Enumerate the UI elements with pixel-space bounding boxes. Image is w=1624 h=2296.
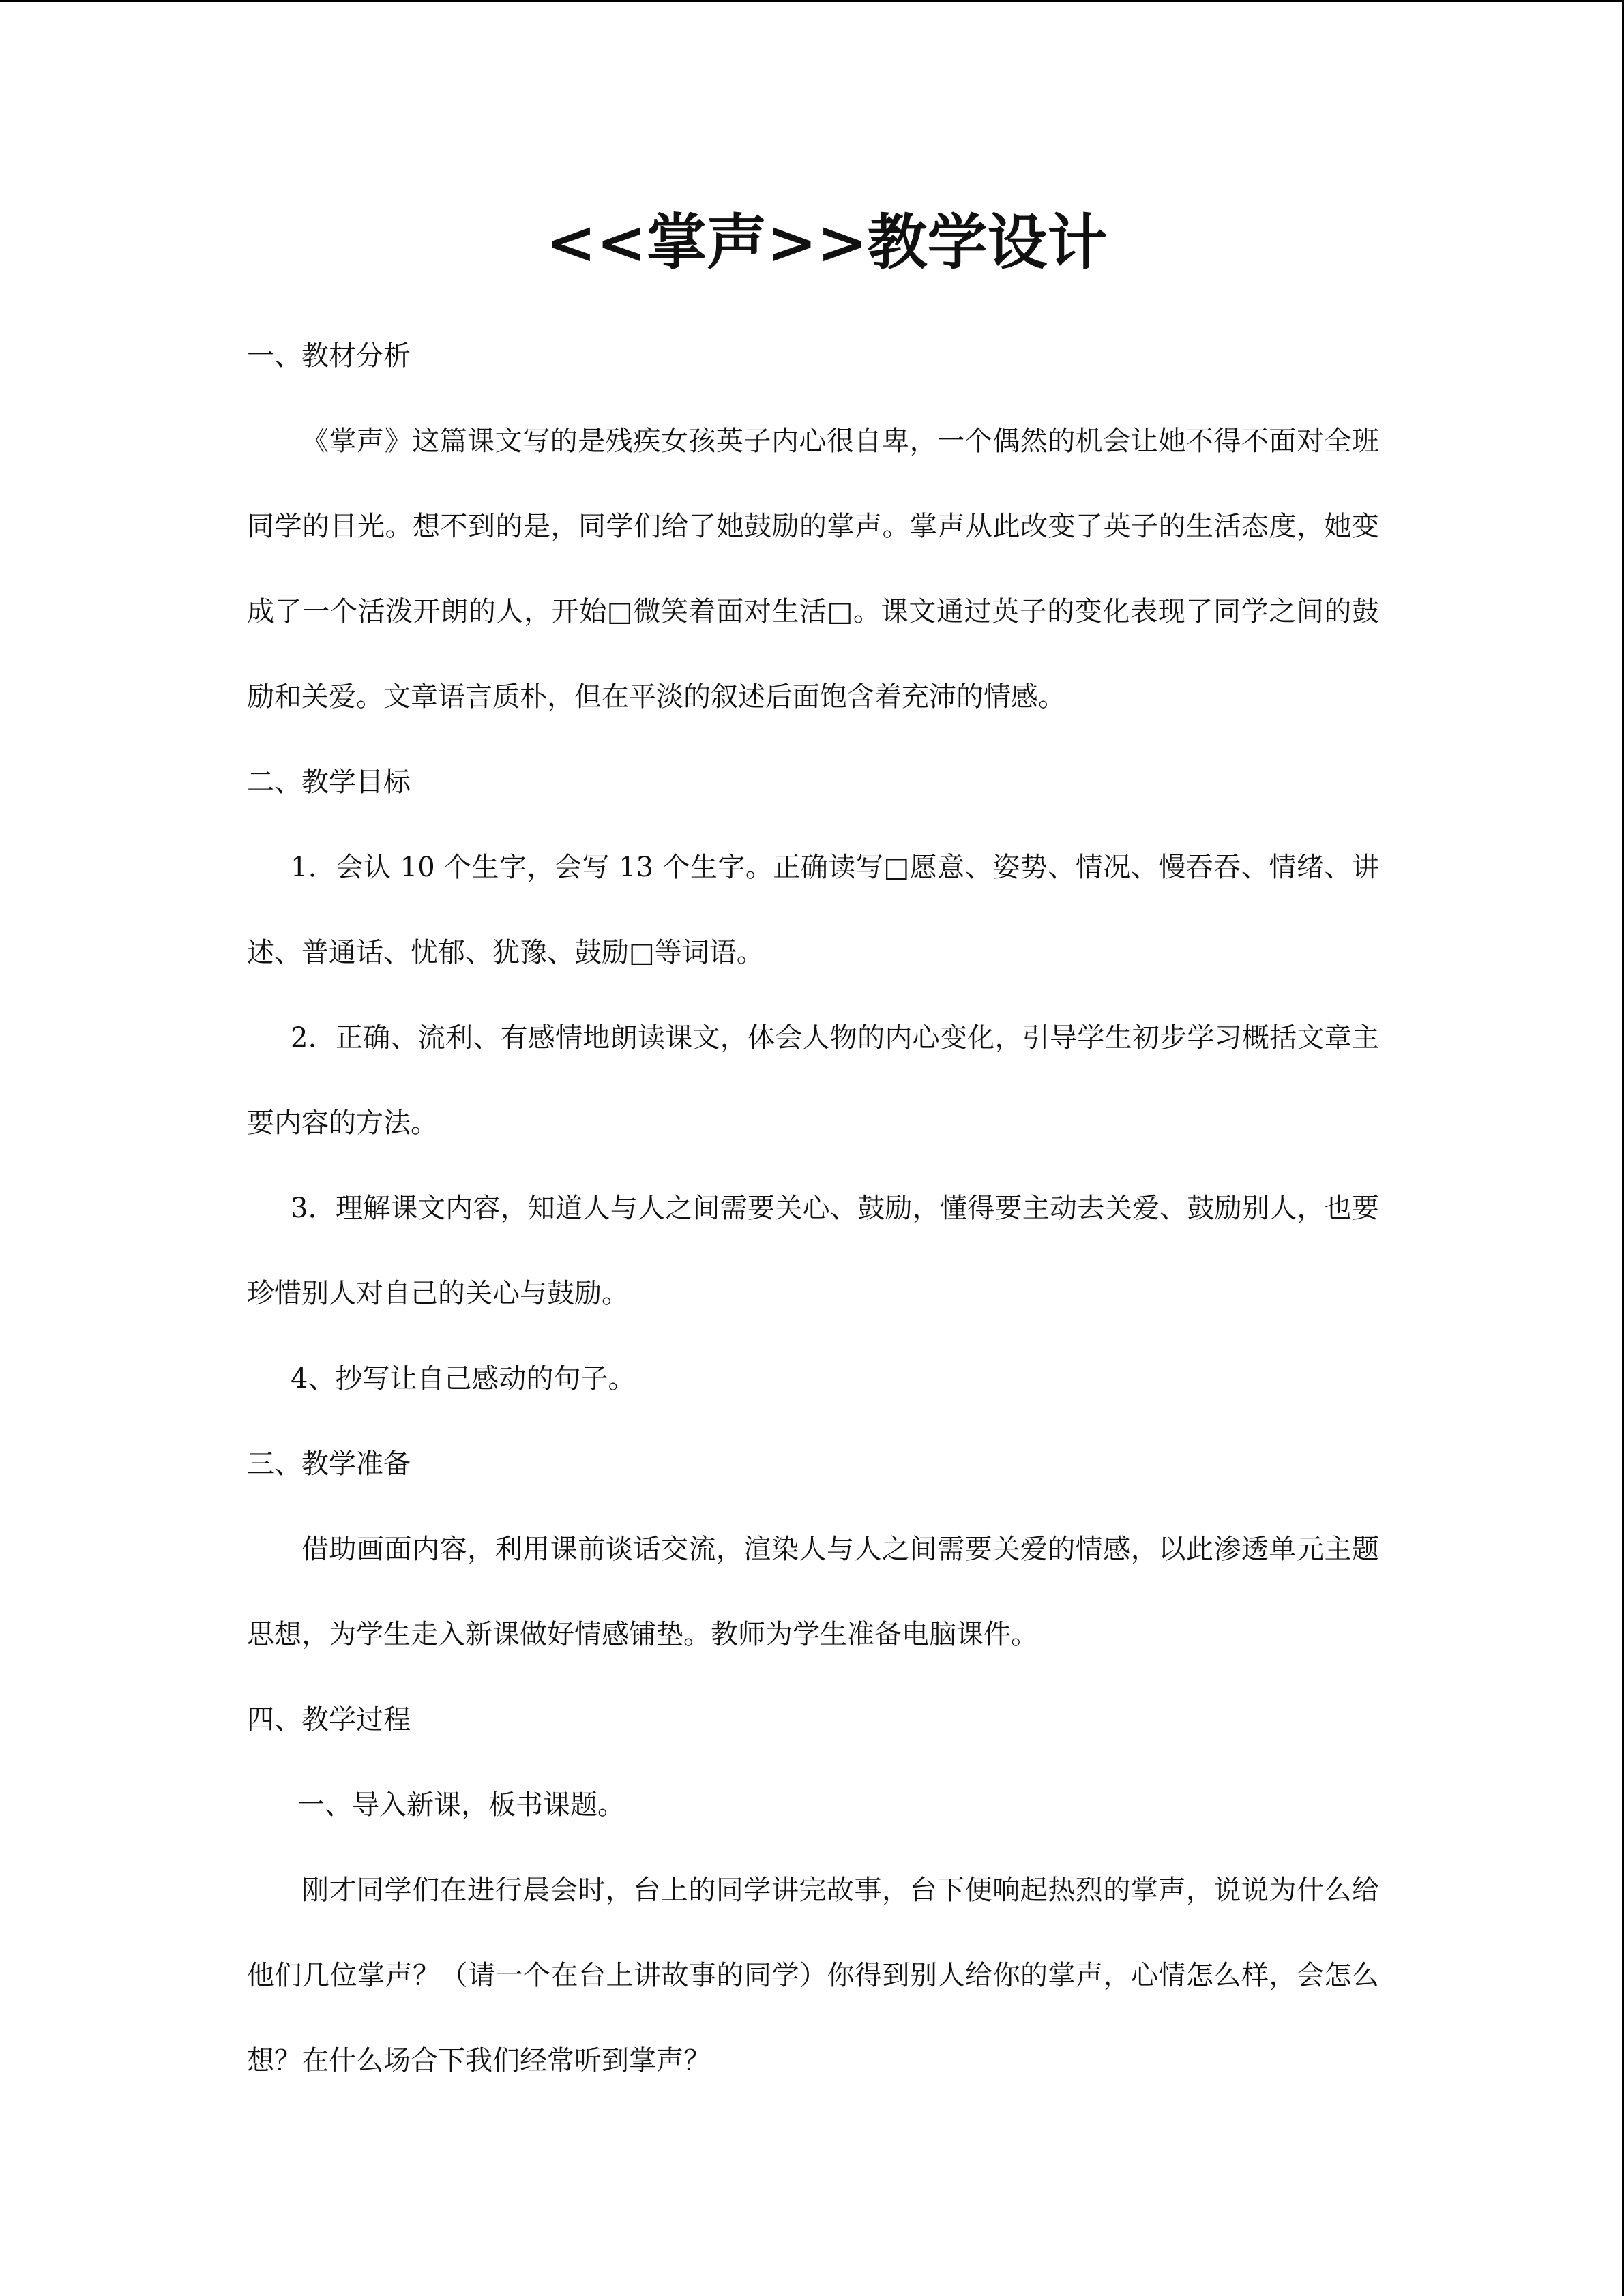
teaching-goal-item-4: 4、抄写让自己感动的句子。: [291, 1363, 636, 1395]
section-heading-teaching-preparation: 三、教学准备: [247, 1448, 411, 1480]
teaching-goal-item-1: 1．会认 10 个生字，会写 13 个生字。正确读写□愿意、姿势、情况、慢吞吞、情绪、讲述、普通话、忧郁、犹豫、鼓励□等词语。: [247, 852, 1379, 968]
section-heading-teaching-goals: 二、教学目标: [247, 766, 411, 798]
page-top-border: [0, 0, 1624, 2]
teaching-goal-item-3: 3．理解课文内容，知道人与人之间需要关心、鼓励，懂得要主动去关爱、鼓励别人，也要珍惜别人对自己的关心与鼓励。: [247, 1193, 1379, 1309]
section-heading-teaching-process: 四、教学过程: [247, 1704, 411, 1735]
section-heading-textbook-analysis: 一、教材分析: [247, 340, 411, 372]
teaching-goal-item-2: 2．正确、流利、有感情地朗读课文，体会人物的内心变化，引导学生初步学习概括文章主要内容的方法。: [247, 1022, 1379, 1139]
teaching-process-paragraph: 刚才同学们在进行晨会时，台上的同学讲完故事，台下便响起热烈的掌声，说说为什么给他们几位掌声？（请一个在台上讲故事的同学）你得到别人给你的掌声，心情怎么样，会怎么想？在什么场合下我们经常听到掌声？: [247, 1875, 1379, 2076]
document-title: <<掌声>>教学设计: [546, 207, 1108, 278]
textbook-analysis-paragraph: 《掌声》这篇课文写的是残疾女孩英子内心很自卑，一个偶然的机会让她不得不面对全班同学的目光。想不到的是，同学们给了她鼓励的掌声。掌声从此改变了英子的生活态度，她变成了一个活泼开朗的人，开始□微笑着面对生活□。课文通过英子的变化表现了同学之间的鼓励和关爱。文章语言质朴，但在平淡的叙述后面饱含着充沛的情感。: [247, 426, 1379, 713]
teaching-preparation-paragraph: 借助画面内容，利用课前谈话交流，渲染人与人之间需要关爱的情感，以此渗透单元主题思想，为学生走入新课做好情感铺垫。教师为学生准备电脑课件。: [247, 1534, 1379, 1650]
teaching-process-step-1: 一、导入新课，板书课题。: [297, 1789, 625, 1821]
document-page: [247, 184, 1379, 2104]
